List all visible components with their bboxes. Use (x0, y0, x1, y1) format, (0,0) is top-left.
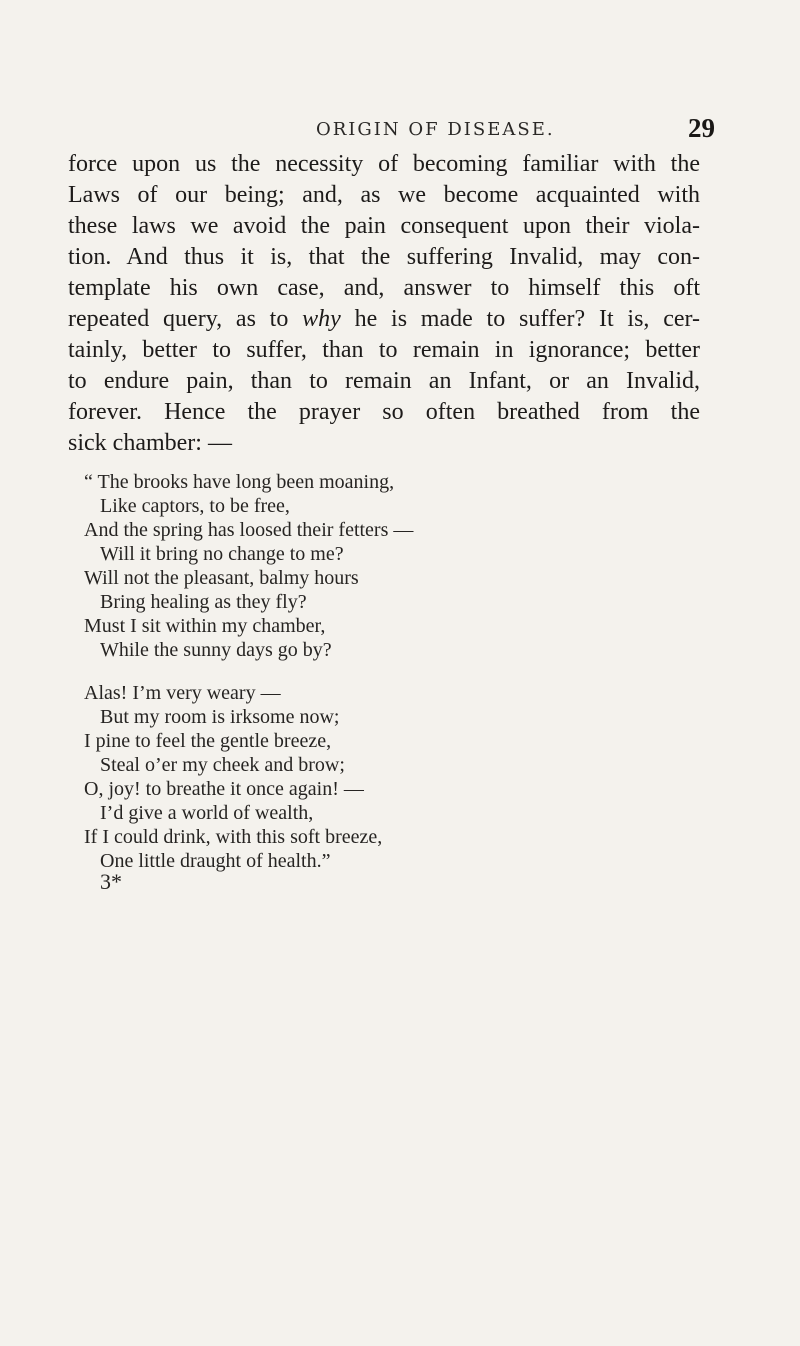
verse-line: One little draught of health.” (100, 850, 331, 872)
paragraph-segment: repeated query, as to (68, 306, 289, 332)
paragraph-line: tainly, better to suffer, than to remain in ignorance; better (68, 337, 700, 363)
paragraph-line: Laws of our being; and, as we become acquainted with (68, 182, 700, 208)
paragraph-segment: he is made to suffer? It is, cer- (354, 306, 701, 332)
verse-line: And the spring has loosed their fetters — (84, 519, 414, 541)
verse-line: Will it bring no change to me? (100, 543, 344, 565)
paragraph-line: force upon us the necessity of becoming familiar with the (68, 151, 700, 177)
paragraph-line-with-emphasis (68, 304, 700, 334)
emphasized-word: why (302, 306, 341, 332)
verse-line: I pine to feel the gentle breeze, (84, 730, 332, 752)
paragraph-line: to endure pain, than to remain an Infant, or an Invalid, (68, 368, 700, 394)
verse-line: While the sunny days go by? (100, 639, 332, 661)
verse-line: Alas! I’m very weary — (84, 682, 281, 704)
verse-line: Bring healing as they fly? (100, 591, 307, 613)
verse-line: “ The brooks have long been moaning, (84, 471, 395, 493)
running-head-title: ORIGIN OF DISEASE. (316, 119, 555, 140)
signature-mark: 3* (100, 869, 122, 894)
verse-line: But my room is irksome now; (100, 706, 340, 728)
verse-line: Will not the pleasant, balmy hours (84, 567, 359, 589)
paragraph-line: sick chamber: — (68, 430, 232, 456)
verse-line: If I could drink, with this soft breeze, (84, 826, 383, 848)
paragraph-line: these laws we avoid the pain consequent upon their viola- (68, 213, 700, 239)
verse-line: Like captors, to be free, (100, 495, 290, 517)
paragraph-line: tion. And thus it is, that the suffering Invalid, may con- (68, 244, 700, 270)
verse-line: Must I sit within my chamber, (84, 615, 326, 637)
verse-line: I’d give a world of wealth, (100, 802, 314, 824)
verse-line: Steal o’er my cheek and brow; (100, 754, 345, 776)
paragraph-line: forever. Hence the prayer so often breathed from the (68, 399, 700, 425)
paragraph-line: template his own case, and, answer to himself this oft (68, 275, 700, 301)
verse-line: O, joy! to breathe it once again! — (84, 778, 364, 800)
page-number: 29 (688, 113, 715, 143)
